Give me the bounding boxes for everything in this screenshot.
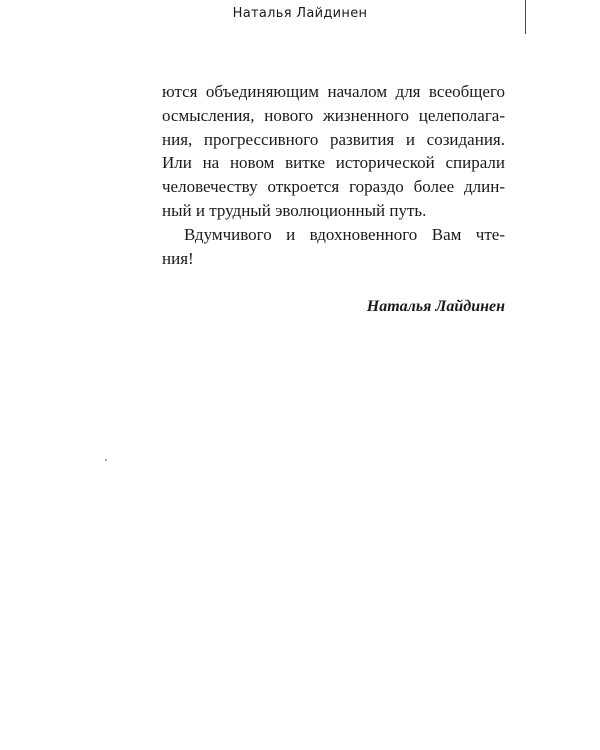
text-line: ния, прогрессивного развития и созидания. [162,129,505,149]
text-line: Вдумчивого и вдохновенного Вам чте- [184,224,505,244]
body-text [162,80,505,270]
text-line: ный и трудный эволюционный путь. [162,200,427,220]
text-line: человечеству откроется гораздо более длин- [162,177,505,197]
text-line: ются объединяющим началом для всеобщего [162,82,505,101]
text-line: Или на новом витке исторической спирали [162,153,505,173]
scan-speck [105,459,107,461]
text-line: осмысления, нового жизненного целеполага- [162,105,505,125]
header-margin-rule [525,0,526,34]
text-line: ния! [162,248,194,268]
running-header: Наталья Лайдинен [232,6,368,21]
author-signature: Наталья Лайдинен [366,298,505,315]
